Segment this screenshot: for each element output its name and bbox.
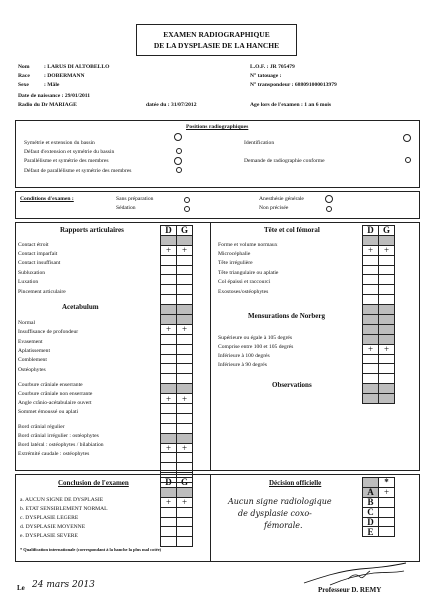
sexe-value: : Mâle — [44, 82, 60, 88]
decision-title: Décision officielle — [269, 479, 322, 487]
condition-option: Anesthésie générale — [259, 196, 304, 202]
positions-right-item: Identification — [244, 140, 275, 146]
exam-date: datée du : 31/07/2012 — [146, 102, 197, 108]
race-value: : DOBERMANN — [44, 73, 85, 79]
target-mark-icon — [174, 133, 182, 141]
plus-mark: + — [177, 245, 193, 255]
grade-letter: D — [363, 517, 379, 527]
nom-value: : LARUS DI ALTOBELLO — [44, 64, 110, 70]
plus-mark: + — [161, 394, 177, 404]
conclusion-item: c. DYSPLASIE LEGERE — [20, 515, 79, 521]
conditions-label: Conditions d'examen : — [20, 196, 74, 202]
acetabulum-item: Bord crânial irrégulier : ostéophytes — [18, 433, 99, 439]
tete-item: Tête irrégulière — [218, 260, 253, 266]
acetabulum-item: Bord crânial régulier — [18, 424, 65, 430]
signature-icon — [300, 561, 410, 589]
norberg-item: Inférieure à 90 degrés — [218, 362, 267, 368]
right-dg-grid — [362, 225, 395, 404]
rapport-item: Pincement articulaire — [18, 289, 66, 295]
conclusion-footnote: * Qualification internationale (correspondant à la hanche la plus mal cotée) — [20, 547, 162, 552]
left-dg-grid — [160, 225, 193, 483]
acetabulum-item: Extrémité caudale : ostéophytes — [18, 451, 90, 457]
signature-name: Professeur D. REMY — [318, 586, 382, 594]
grade-letter: C — [363, 507, 379, 517]
col-d-header: D — [161, 478, 177, 488]
transponder-number: N° transpondeur : 688091000013979 — [250, 82, 337, 88]
acetabulum-item: Insuffisance de profondeur — [18, 329, 79, 335]
norberg-item: Comprise entre 100 et 105 degrés — [218, 344, 294, 350]
footer-date-prefix: Le — [17, 584, 25, 592]
norberg-title: Mensurations de Norberg — [248, 312, 325, 320]
plus-mark: + — [161, 245, 177, 255]
conclusion-item: b. ETAT SENSIBLEMENT NORMAL — [20, 506, 108, 512]
acetabulum-item: Evasement — [18, 339, 43, 345]
rapport-item: Contact étroit — [18, 242, 49, 248]
acetabulum-item: Comblement — [18, 357, 47, 363]
conditions-box — [15, 191, 420, 219]
plus-mark: + — [177, 497, 193, 507]
plus-mark: + — [161, 324, 177, 334]
plus-mark: + — [363, 245, 379, 255]
footer-date-handwritten: 24 mars 2013 — [32, 580, 95, 590]
tete-item: Exostoses/ostéophytes — [218, 289, 269, 295]
plus-mark: + — [161, 443, 177, 453]
circle-mark-icon — [184, 206, 190, 212]
rapport-item: Luxation — [18, 279, 39, 285]
col-g-header: G — [177, 226, 193, 236]
nom-label: Nom — [18, 64, 30, 70]
star-header: * — [379, 478, 395, 488]
handwritten-decision: fémorale. — [264, 521, 303, 530]
tete-item: Forme et volume normaux — [218, 242, 278, 248]
observations-title: Observations — [272, 381, 312, 389]
acetabulum-item: Angle crânio-acétabulaire ouvert — [18, 400, 92, 406]
radio-doctor: Radio du Dr MARIAGE — [18, 102, 77, 108]
tete-item: Microcéphalie — [218, 251, 251, 257]
race-label: Race — [18, 73, 30, 79]
condition-option: Sédation — [116, 205, 136, 211]
col-d-header: D — [363, 226, 379, 236]
positions-item: Défaut de parallélisme et symétrie des membres — [24, 168, 132, 174]
header-box — [136, 24, 297, 56]
col-g-header: G — [379, 226, 395, 236]
target-mark-icon — [174, 157, 182, 165]
plus-mark: + — [177, 324, 193, 334]
handwritten-decision: Aucun signe radiologique — [228, 497, 332, 506]
positions-right-item: Demande de radiographie conforme — [244, 158, 325, 164]
target-mark-icon — [325, 195, 333, 203]
norberg-item: Supérieure ou égale à 105 degrés — [218, 335, 293, 341]
circle-mark-icon — [176, 167, 182, 173]
conclusion-item: d. DYSPLASIE MOYENNE — [20, 524, 86, 530]
positions-title: Positions radiographiques — [186, 124, 249, 130]
conclusion-item: e. DYSPLASIE SEVERE — [20, 533, 78, 539]
acetabulum-item: Bord latéral : ostéophytes / bilabiation — [18, 442, 104, 448]
positions-box — [15, 120, 420, 188]
plus-mark: + — [161, 497, 177, 507]
conclusion-dg-grid — [160, 477, 193, 547]
col-d-header: D — [161, 226, 177, 236]
tete-item: Col épaissi et raccourci — [218, 279, 271, 285]
tete-item: Tête triangulaire ou aplatie — [218, 270, 279, 276]
sexe-label: Sexe — [18, 82, 29, 88]
acetabulum-item: Sommet émoussé ou aplati — [18, 409, 79, 415]
plus-mark: + — [177, 394, 193, 404]
exam-age: Age lors de l'examen : 1 an 6 mois — [250, 102, 332, 108]
circle-mark-icon — [176, 148, 182, 154]
handwritten-decision: de dysplasie coxo- — [238, 509, 312, 518]
positions-item: Parallélisme et symétrie des membres — [24, 158, 109, 164]
positions-item: Symétrie et extension du bassin — [24, 140, 95, 146]
acetabulum-item: Courbure crâniale non enserrante — [18, 391, 93, 397]
conclusion-item: a. AUCUN SIGNE DE DYSPLASIE — [20, 497, 104, 503]
acetabulum-title: Acetabulum — [62, 303, 99, 311]
circle-mark-icon — [405, 157, 411, 163]
rapport-item: Contact imparfait — [18, 251, 58, 257]
positions-item: Défaut d'extension et symétrie du bassin — [24, 149, 115, 155]
plus-mark: + — [379, 245, 395, 255]
norberg-item: Inférieure à 100 degrés — [218, 353, 270, 359]
tattoo-number: N° tatouage : — [250, 73, 282, 79]
header-title-2: DE LA DYSPLASIE DE LA HANCHE — [153, 41, 280, 50]
circle-mark-icon — [326, 206, 332, 212]
conclusion-box — [15, 474, 420, 562]
plus-mark: + — [379, 344, 395, 354]
plus-mark: + — [379, 487, 395, 497]
acetabulum-item: Aplatissement — [18, 348, 51, 354]
acetabulum-item: Courbure crâniale enserrante — [18, 382, 83, 388]
plus-mark: + — [177, 443, 193, 453]
grade-letter: B — [363, 497, 379, 507]
rapports-title: Rapports articulaires — [60, 226, 124, 234]
target-mark-icon — [403, 134, 411, 142]
condition-option: Non précisée — [259, 205, 289, 211]
plus-mark: + — [363, 344, 379, 354]
conclusion-title: Conclusion de l'examen — [58, 479, 129, 487]
grade-letter: E — [363, 527, 379, 537]
tete-title: Tête et col fémoral — [264, 226, 320, 234]
grade-letter: A — [363, 487, 379, 497]
acetabulum-item: Ostéophytes — [18, 367, 46, 373]
rapport-item: Subluxation — [18, 270, 46, 276]
lof-number: L.O.F. : JR 705479 — [250, 64, 295, 70]
header-title-1: EXAMEN RADIOGRAPHIQUE — [163, 30, 270, 39]
birth-date: Date de naissance : 29/01/2011 — [18, 93, 91, 99]
decision-grid — [362, 477, 395, 537]
circle-mark-icon — [184, 197, 190, 203]
rapport-item: Contact insuffisant — [18, 260, 61, 266]
condition-option: Sans préparation — [116, 196, 154, 202]
col-g-header: G — [177, 478, 193, 488]
acetabulum-item: Normal — [18, 320, 36, 326]
